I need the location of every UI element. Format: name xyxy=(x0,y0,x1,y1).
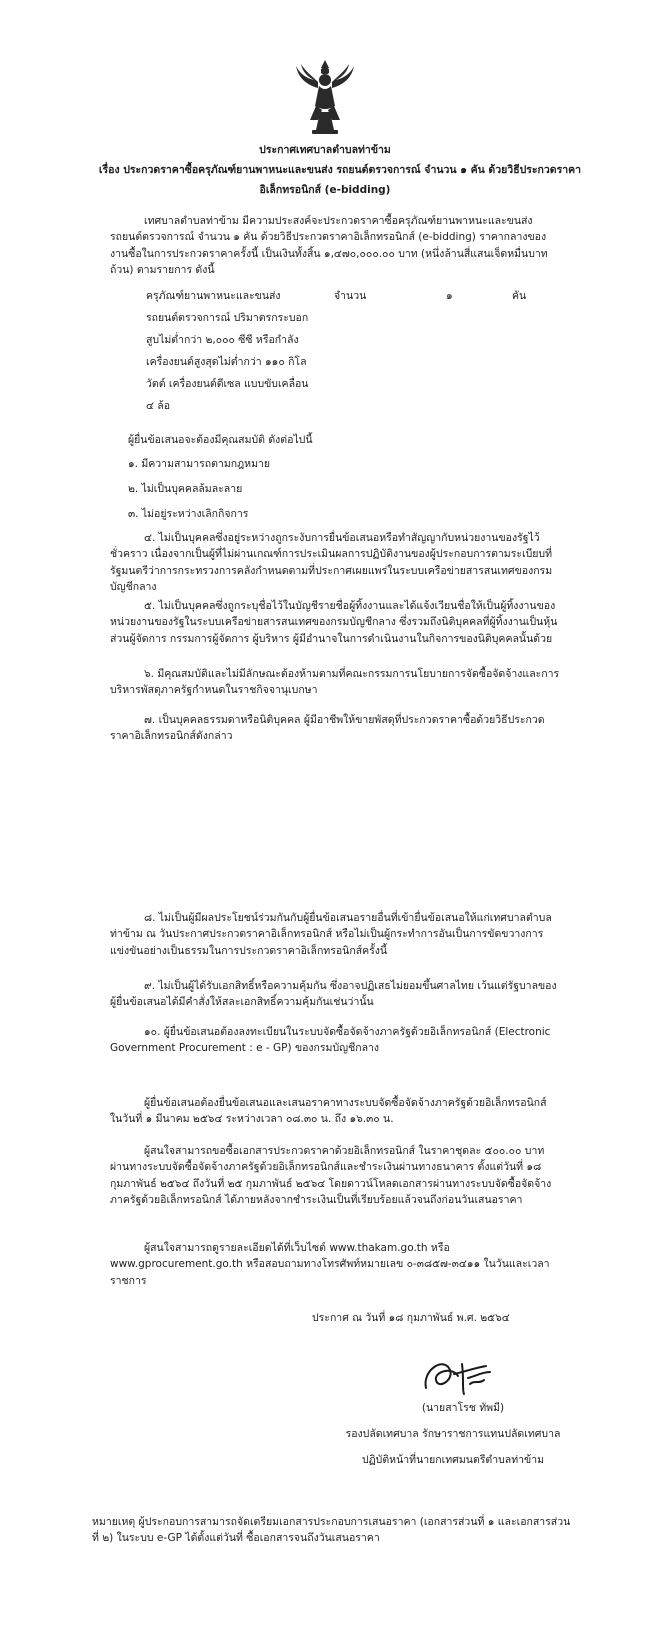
info-paragraph: ผู้สนใจสามารถขอซื้อเอกสารประกวดราคาด้วยอิเล็กทรอนิกส์ ในราคาชุดละ ๕๐๐.๐๐ บาท ผ่านทางระบบจัดซื้อจัดจ้างภาครัฐด้วยอิเล็กทรอนิกส์และชำระเงินผ่านทางธนาคาร ตั้งแต่วันที่ ๑๘ กุมภาพันธ์ ๒๕๖๔ ถึงวันที่ ๒๕ กุมภาพันธ์ ๒๕๖๔ โดยดาวน์โหลดเอกสารผ่านทางระบบจัดซื้อจัดจ้างภาครัฐด้วยอิเล็กทรอนิกส์ ได้ภายหลังจากชำระเงินเป็นที่เรียบร้อยแล้วจนถึงก่อนวันเสนอราคา xyxy=(110,1145,552,1206)
qualification-item: ๑. มีความสามารถตามกฎหมาย xyxy=(128,458,271,470)
qualification-item: ๕. ไม่เป็นบุคคลซึ่งถูกระบุชื่อไว้ในบัญชีรายชื่อผู้ทิ้งงานและได้แจ้งเวียนชื่อให้เป็นผู้ทิ้งงานของหน่วยงานของรัฐในระบบเครือข่ายสารสนเทศของกรมบัญชีกลาง ซึ่งรวมถึงนิติบุคคลที่ผู้ทิ้งงานเป็นหุ้นส่วนผู้จัดการ กรรมการผู้จัดการ ผู้บริหาร ผู้มีอำนาจในการดำเนินงานในกิจการของนิติบุคคลนั้นด้วย xyxy=(110,600,558,645)
qualification-item: ๑๐. ผู้ยื่นข้อเสนอต้องลงทะเบียนในระบบจัดซื้อจัดจ้างภาครัฐด้วยอิเล็กทรอนิกส์ (Electronic Government Procurement : e - GP) ของกรมบัญชีกลาง xyxy=(110,1026,551,1055)
item-line: ครุภัณฑ์ยานพาหนะและขนส่ง xyxy=(146,290,281,302)
announce-date: ประกาศ ณ วันที่ ๑๘ กุมภาพันธ์ พ.ศ. ๒๕๖๔ xyxy=(312,1312,510,1324)
qualification-item: ๓. ไม่อยู่ระหว่างเลิกกิจการ xyxy=(128,508,249,520)
item-line: สูบไม่ต่ำกว่า ๒,๐๐๐ ซีซี หรือกำลัง xyxy=(146,334,299,346)
qualification-heading: ผู้ยื่นข้อเสนอจะต้องมีคุณสมบัติ ดังต่อไปนี้ xyxy=(128,434,313,446)
signer-position-1: รองปลัดเทศบาล รักษาราชการแทนปลัดเทศบาล xyxy=(345,1428,561,1440)
item-line: รถยนต์ตรวจการณ์ ปริมาตรกระบอก xyxy=(146,312,309,324)
signer-position-2: ปฏิบัติหน้าที่นายกเทศมนตรีตำบลท่าข้าม xyxy=(361,1454,545,1466)
qualification-item: ๙. ไม่เป็นผู้ได้รับเอกสิทธิ์หรือความคุ้มกัน ซึ่งอาจปฏิเสธไม่ยอมขึ้นศาลไทย เว้นแต่รัฐบาลของผู้ยื่นข้อเสนอได้มีคำสั่งให้สละเอกสิทธิ์ความคุ้มกันเช่นว่านั้น xyxy=(110,980,557,1009)
item-qty: ๑ xyxy=(446,290,453,302)
qualification-item: ๘. ไม่เป็นผู้มีผลประโยชน์ร่วมกันกับผู้ยื่นข้อเสนอรายอื่นที่เข้ายื่นข้อเสนอให้แก่เทศบาลตำบลท่าข้าม ณ วันประกาศประกวดราคาอิเล็กทรอนิกส์ หรือไม่เป็นผู้กระทำการอันเป็นการขัดขวางการแข่งขันอย่างเป็นธรรมในการประกวดราคาอิเล็กทรอนิกส์ครั้งนี้ xyxy=(110,912,552,957)
garuda-emblem-icon xyxy=(294,56,356,136)
intro-paragraph: เทศบาลตำบลท่าข้าม มีความประสงค์จะประกวดราคาซื้อครุภัณฑ์ยานพาหนะและขนส่ง รถยนต์ตรวจการณ์ จำนวน ๑ คัน ด้วยวิธีประกวดราคาอิเล็กทรอนิกส์ (e-bidding) ราคากลางของงานซื้อในการประกวดราคาครั้งนี้ เป็นเงินทั้งสิ้น ๑,๔๗๐,๐๐๐.๐๐ บาท (หนึ่งล้านสี่แสนเจ็ดหมื่นบาทถ้วน) ตามรายการ ดังนี้ xyxy=(110,215,548,276)
item-unit: คัน xyxy=(512,290,527,302)
info-paragraph: ผู้สนใจสามารถดูรายละเอียดได้ที่เว็บไซต์ www.thakam.go.th หรือ www.gprocurement.go.th หรือสอบถามทางโทรศัพท์หมายเลข ๐-๓๘๕๗-๓๔๑๑ ในวันและเวลาราชการ xyxy=(110,1242,550,1287)
item-line: วัตต์ เครื่องยนต์ดีเซล แบบขับเคลื่อน xyxy=(146,378,309,390)
item-description xyxy=(146,288,346,420)
qualification-item: ๗. เป็นบุคคลธรรมดาหรือนิติบุคคล ผู้มีอาชีพให้ขายพัสดุที่ประกวดราคาซื้อด้วยวิธีประกวดราคาอิเล็กทรอนิกส์ดังกล่าว xyxy=(110,714,545,743)
remark-note: หมายเหตุ ผู้ประกอบการสามารถจัดเตรียมเอกสารประกอบการเสนอราคา (เอกสารส่วนที่ ๑ และเอกสารส่วนที่ ๒) ในระบบ e-GP ได้ตั้งแต่วันที่ ซื้อเอกสารจนถึงวันเสนอราคา xyxy=(92,1516,571,1545)
announcement-title: ประกาศเทศบาลตำบลท่าข้าม xyxy=(259,144,391,156)
subject-line-2: อิเล็กทรอนิกส์ (e-bidding) xyxy=(259,184,391,196)
qualification-item: ๔. ไม่เป็นบุคคลซึ่งอยู่ระหว่างถูกระงับการยื่นข้อเสนอหรือทำสัญญากับหน่วยงานของรัฐไว้ชั่วคราว เนื่องจากเป็นผู้ที่ไม่ผ่านเกณฑ์การประเมินผลการปฏิบัติงานของผู้ประกอบการตามระเบียบที่รัฐมนตรีว่าการกระทรวงการคลังกำหนดตามที่ประกาศเผยแพร่ในระบบเครือข่ายสารสนเทศของกรมบัญชีกลาง xyxy=(110,532,553,593)
signer-name: (นายสาโรช ทัพมี) xyxy=(421,1402,505,1414)
item-line: เครื่องยนต์สูงสุดไม่ต่ำกว่า ๑๑๐ กิโล xyxy=(146,356,307,368)
signature-icon xyxy=(418,1350,498,1400)
item-qty-label: จำนวน xyxy=(334,290,367,302)
qualification-item: ๖. มีคุณสมบัติและไม่มีลักษณะต้องห้ามตามที่คณะกรรมการนโยบายการจัดซื้อจัดจ้างและการบริหารพัสดุภาครัฐกำหนดในราชกิจจานุเบกษา xyxy=(110,668,560,697)
item-line: ๔ ล้อ xyxy=(146,400,171,412)
info-paragraph: ผู้ยื่นข้อเสนอต้องยื่นข้อเสนอและเสนอราคาทางระบบจัดซื้อจัดจ้างภาครัฐด้วยอิเล็กทรอนิกส์ ในวันที่ ๑ มีนาคม ๒๕๖๔ ระหว่างเวลา ๐๘.๓๐ น. ถึง ๑๖.๓๐ น. xyxy=(110,1097,547,1126)
qualification-item: ๒. ไม่เป็นบุคคลล้มละลาย xyxy=(128,483,243,495)
subject-line-1: เรื่อง ประกวดราคาซื้อครุภัณฑ์ยานพาหนะและขนส่ง รถยนต์ตรวจการณ์ จำนวน ๑ คัน ด้วยวิธีประกวดราคา xyxy=(98,164,582,176)
